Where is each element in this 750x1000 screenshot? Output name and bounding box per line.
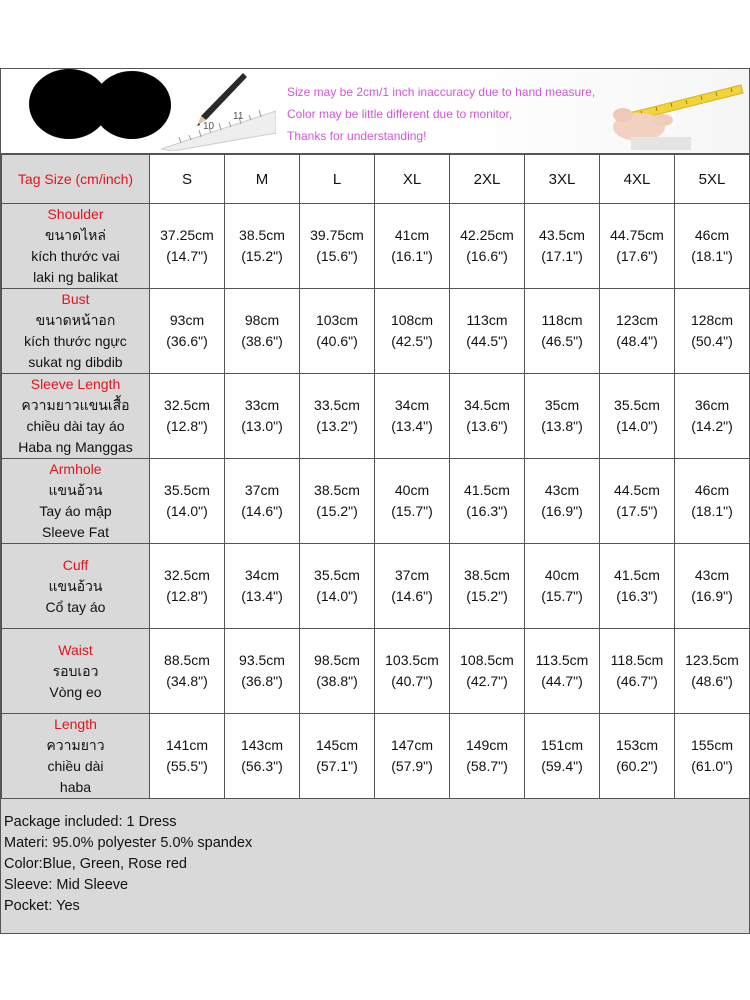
row-sub-thai: รอบเอว bbox=[52, 662, 99, 679]
table-cell bbox=[300, 459, 375, 544]
value-cm: 35.5cm bbox=[164, 482, 210, 498]
value-cm: 44.75cm bbox=[610, 227, 664, 243]
row-title: Cuff bbox=[62, 556, 89, 573]
value-cm: 35.5cm bbox=[614, 397, 660, 413]
value-inch: (61.0") bbox=[691, 758, 733, 774]
value-inch: (16.3") bbox=[616, 588, 658, 604]
size-table bbox=[1, 154, 750, 799]
table-cell bbox=[225, 714, 300, 799]
value-inch: (12.8") bbox=[166, 418, 208, 434]
info-pocket: Pocket: Yes bbox=[4, 898, 80, 914]
value-cm: 153cm bbox=[615, 737, 659, 753]
table-cell bbox=[375, 459, 450, 544]
info-sleeve: Sleeve: Mid Sleeve bbox=[4, 877, 129, 893]
table-cell bbox=[150, 544, 225, 629]
value-cm: 93cm bbox=[169, 312, 205, 328]
row-title: Waist bbox=[58, 641, 93, 658]
value-cm: 149cm bbox=[465, 737, 509, 753]
info-material: Materi: 95.0% polyester 5.0% spandex bbox=[4, 835, 253, 851]
ruler-number-10: 10 bbox=[203, 121, 215, 132]
value-cm: 103.5cm bbox=[385, 652, 439, 668]
table-cell bbox=[225, 544, 300, 629]
table-cell bbox=[225, 374, 300, 459]
value-cm: 147cm bbox=[390, 737, 434, 753]
table-cell bbox=[525, 544, 600, 629]
value-cm: 93.5cm bbox=[239, 652, 285, 668]
value-cm: 38.5cm bbox=[464, 567, 510, 583]
row-sub-thai: ขนาดไหล่ bbox=[45, 227, 106, 243]
value-inch: (60.2") bbox=[616, 758, 658, 774]
value-inch: (17.6") bbox=[616, 248, 658, 264]
value-cm: 35.5cm bbox=[314, 567, 360, 583]
table-cell bbox=[600, 204, 675, 289]
value-inch: (14.6") bbox=[241, 503, 283, 519]
table-row bbox=[2, 544, 750, 629]
table-cell bbox=[525, 374, 600, 459]
table-header-row bbox=[2, 155, 750, 204]
row-sub-filipino: haba bbox=[59, 779, 92, 795]
value-cm: 113cm bbox=[466, 312, 508, 328]
ruler-number-11: 11 bbox=[233, 111, 244, 122]
value-cm: 33.5cm bbox=[314, 397, 360, 413]
row-sub-filipino: sukat ng dibdib bbox=[28, 354, 123, 370]
value-inch: (38.8") bbox=[316, 673, 358, 689]
value-inch: (13.4") bbox=[391, 418, 433, 434]
value-cm: 44.5cm bbox=[614, 482, 660, 498]
value-inch: (44.7") bbox=[541, 673, 583, 689]
row-title: Bust bbox=[61, 291, 90, 307]
value-cm: 108.5cm bbox=[460, 652, 514, 668]
value-inch: (13.6") bbox=[466, 418, 508, 434]
table-row bbox=[2, 204, 750, 289]
value-cm: 151cm bbox=[540, 737, 584, 753]
row-label-bust bbox=[2, 289, 150, 374]
value-inch: (16.9") bbox=[691, 588, 733, 604]
tag-size-label: Tag Size (cm/inch) bbox=[2, 155, 150, 204]
value-cm: 42.25cm bbox=[460, 227, 514, 243]
header-banner bbox=[1, 69, 749, 154]
value-cm: 88.5cm bbox=[164, 652, 210, 668]
value-inch: (40.6") bbox=[316, 333, 358, 349]
row-title: Shoulder bbox=[47, 206, 104, 222]
table-cell bbox=[600, 289, 675, 374]
value-inch: (17.1") bbox=[541, 248, 583, 264]
table-cell bbox=[525, 629, 600, 714]
value-inch: (48.4") bbox=[616, 333, 658, 349]
table-cell bbox=[375, 629, 450, 714]
ruler-pencil-icon bbox=[151, 71, 276, 151]
table-cell bbox=[600, 544, 675, 629]
table-cell bbox=[525, 289, 600, 374]
value-cm: 40cm bbox=[544, 567, 580, 583]
row-sub-vietnamese: Vòng eo bbox=[49, 683, 102, 700]
table-row bbox=[2, 629, 750, 714]
value-inch: (15.2") bbox=[241, 248, 283, 264]
value-cm: 38.5cm bbox=[239, 227, 285, 243]
value-cm: 128cm bbox=[690, 312, 734, 328]
value-cm: 123cm bbox=[615, 312, 659, 328]
value-inch: (18.1") bbox=[691, 503, 733, 519]
row-sub-vietnamese: chiều dài bbox=[47, 758, 104, 774]
value-inch: (59.4") bbox=[541, 758, 583, 774]
value-cm: 43.5cm bbox=[539, 227, 585, 243]
value-inch: (16.9") bbox=[541, 503, 583, 519]
value-inch: (56.3") bbox=[241, 758, 283, 774]
row-sub-vietnamese: Tay áo mập bbox=[39, 503, 112, 519]
table-cell bbox=[225, 204, 300, 289]
value-inch: (14.0") bbox=[616, 418, 658, 434]
value-inch: (36.6") bbox=[166, 333, 208, 349]
value-cm: 123.5cm bbox=[685, 652, 739, 668]
table-cell bbox=[450, 204, 525, 289]
table-cell bbox=[225, 289, 300, 374]
row-label-cuff bbox=[2, 544, 150, 629]
value-cm: 98cm bbox=[244, 312, 280, 328]
row-title: Armhole bbox=[49, 461, 102, 477]
value-cm: 118.5cm bbox=[610, 652, 664, 668]
size-header-m: M bbox=[225, 155, 300, 204]
value-cm: 143cm bbox=[240, 737, 284, 753]
table-cell bbox=[150, 204, 225, 289]
value-inch: (44.5") bbox=[466, 333, 508, 349]
row-sub-thai: ความยาวแขนเสื้อ bbox=[21, 397, 130, 413]
value-inch: (18.1") bbox=[691, 248, 733, 264]
row-label-length bbox=[2, 714, 150, 799]
table-cell bbox=[225, 629, 300, 714]
table-cell bbox=[150, 629, 225, 714]
value-cm: 43cm bbox=[544, 482, 580, 498]
value-cm: 113.5cm bbox=[535, 652, 589, 668]
value-inch: (14.2") bbox=[691, 418, 733, 434]
table-cell bbox=[300, 374, 375, 459]
row-sub-vietnamese: chiều dài tay áo bbox=[26, 418, 125, 434]
value-inch: (15.2") bbox=[466, 588, 508, 604]
value-cm: 32.5cm bbox=[164, 397, 210, 413]
row-label-sleeve-length bbox=[2, 374, 150, 459]
value-inch: (58.7") bbox=[466, 758, 508, 774]
row-sub-vietnamese: kích thước ngực bbox=[24, 333, 127, 349]
value-inch: (14.7") bbox=[166, 248, 208, 264]
value-cm: 118cm bbox=[541, 312, 583, 328]
value-cm: 39.75cm bbox=[310, 227, 364, 243]
table-cell bbox=[300, 629, 375, 714]
table-cell bbox=[375, 289, 450, 374]
value-inch: (12.8") bbox=[166, 588, 208, 604]
value-inch: (13.4") bbox=[241, 588, 283, 604]
table-cell bbox=[450, 544, 525, 629]
value-inch: (48.6") bbox=[691, 673, 733, 689]
table-cell bbox=[450, 714, 525, 799]
table-cell bbox=[600, 629, 675, 714]
table-cell bbox=[675, 544, 750, 629]
table-cell bbox=[150, 374, 225, 459]
table-cell bbox=[300, 714, 375, 799]
table-cell bbox=[525, 459, 600, 544]
value-cm: 37.25cm bbox=[160, 227, 214, 243]
value-inch: (14.0") bbox=[316, 588, 358, 604]
value-inch: (16.6") bbox=[466, 248, 508, 264]
value-inch: (50.4") bbox=[691, 333, 733, 349]
table-cell bbox=[675, 714, 750, 799]
value-inch: (14.6") bbox=[391, 588, 433, 604]
value-cm: 141cm bbox=[165, 737, 209, 753]
value-inch: (38.6") bbox=[241, 333, 283, 349]
hand-tape-measure-icon bbox=[601, 75, 746, 150]
value-inch: (57.1") bbox=[316, 758, 358, 774]
value-cm: 40cm bbox=[394, 482, 430, 498]
row-title: Length bbox=[54, 716, 97, 732]
value-inch: (46.7") bbox=[616, 673, 658, 689]
value-cm: 38.5cm bbox=[314, 482, 360, 498]
value-cm: 36cm bbox=[694, 397, 730, 413]
row-title: Sleeve Length bbox=[30, 376, 121, 392]
row-sub-thai: แขนอ้วน bbox=[48, 482, 103, 498]
value-inch: (55.5") bbox=[166, 758, 208, 774]
value-inch: (15.7") bbox=[391, 503, 433, 519]
value-cm: 34.5cm bbox=[464, 397, 510, 413]
row-label-shoulder bbox=[2, 204, 150, 289]
note-line-1: Size may be 2cm/1 inch inaccuracy due to hand measure, bbox=[287, 85, 596, 99]
value-inch: (16.3") bbox=[466, 503, 508, 519]
value-cm: 34cm bbox=[394, 397, 430, 413]
table-cell bbox=[375, 544, 450, 629]
table-cell bbox=[525, 204, 600, 289]
row-sub-english: Sleeve Fat bbox=[42, 524, 109, 540]
size-header-xl: XL bbox=[375, 155, 450, 204]
value-inch: (42.7") bbox=[466, 673, 508, 689]
table-row bbox=[2, 289, 750, 374]
row-sub-thai: ความยาว bbox=[46, 737, 105, 753]
size-header-5xl: 5XL bbox=[675, 155, 750, 204]
value-cm: 37cm bbox=[244, 482, 280, 498]
table-cell bbox=[300, 204, 375, 289]
info-color: Color:Blue, Green, Rose red bbox=[4, 856, 187, 872]
value-inch: (36.8") bbox=[241, 673, 283, 689]
product-info-panel bbox=[1, 798, 749, 933]
table-cell bbox=[150, 714, 225, 799]
row-label-armhole bbox=[2, 459, 150, 544]
value-cm: 46cm bbox=[694, 227, 730, 243]
row-sub-thai: ขนาดหน้าอก bbox=[35, 312, 116, 328]
table-cell bbox=[675, 289, 750, 374]
value-inch: (34.8") bbox=[166, 673, 208, 689]
row-sub-thai: แขนอ้วน bbox=[48, 577, 103, 594]
table-cell bbox=[450, 289, 525, 374]
value-inch: (57.9") bbox=[391, 758, 433, 774]
value-inch: (15.2") bbox=[316, 503, 358, 519]
table-cell bbox=[375, 374, 450, 459]
value-cm: 41.5cm bbox=[614, 567, 660, 583]
table-row bbox=[2, 714, 750, 799]
value-cm: 155cm bbox=[690, 737, 734, 753]
table-cell bbox=[600, 459, 675, 544]
table-cell bbox=[300, 544, 375, 629]
table-cell bbox=[150, 289, 225, 374]
value-inch: (42.5") bbox=[391, 333, 433, 349]
table-cell bbox=[675, 204, 750, 289]
table-cell bbox=[450, 374, 525, 459]
value-inch: (46.5") bbox=[541, 333, 583, 349]
table-cell bbox=[600, 714, 675, 799]
table-cell bbox=[675, 629, 750, 714]
value-inch: (15.7") bbox=[541, 588, 583, 604]
table-cell bbox=[300, 289, 375, 374]
row-sub-filipino: laki ng balikat bbox=[33, 269, 118, 285]
size-header-3xl: 3XL bbox=[525, 155, 600, 204]
value-cm: 35cm bbox=[544, 397, 580, 413]
info-package: Package included: 1 Dress bbox=[4, 814, 177, 830]
size-chart-sheet bbox=[0, 68, 750, 934]
size-header-l: L bbox=[300, 155, 375, 204]
table-cell bbox=[600, 374, 675, 459]
table-cell bbox=[450, 629, 525, 714]
value-inch: (14.0") bbox=[166, 503, 208, 519]
row-sub-filipino: Haba ng Manggas bbox=[18, 439, 133, 455]
value-inch: (13.8") bbox=[541, 418, 583, 434]
value-inch: (40.7") bbox=[391, 673, 433, 689]
value-inch: (15.6") bbox=[316, 248, 358, 264]
value-cm: 37cm bbox=[394, 567, 430, 583]
size-header-2xl: 2XL bbox=[450, 155, 525, 204]
value-inch: (13.2") bbox=[316, 418, 358, 434]
row-sub-vietnamese: kích thước vai bbox=[31, 248, 120, 264]
value-cm: 108cm bbox=[390, 312, 434, 328]
table-cell bbox=[375, 714, 450, 799]
value-cm: 32.5cm bbox=[164, 567, 210, 583]
table-cell bbox=[150, 459, 225, 544]
table-row bbox=[2, 374, 750, 459]
value-cm: 43cm bbox=[694, 567, 730, 583]
value-cm: 41.5cm bbox=[464, 482, 510, 498]
note-line-2: Color may be little different due to monitor, bbox=[287, 107, 513, 121]
value-inch: (16.1") bbox=[391, 248, 433, 264]
value-cm: 46cm bbox=[694, 482, 730, 498]
table-cell bbox=[450, 459, 525, 544]
size-header-s: S bbox=[150, 155, 225, 204]
value-cm: 33cm bbox=[244, 397, 280, 413]
table-row bbox=[2, 459, 750, 544]
value-inch: (17.5") bbox=[616, 503, 658, 519]
table-cell bbox=[525, 714, 600, 799]
value-cm: 41cm bbox=[394, 227, 430, 243]
table-cell bbox=[675, 374, 750, 459]
value-cm: 103cm bbox=[315, 312, 359, 328]
table-cell bbox=[675, 459, 750, 544]
value-cm: 98.5cm bbox=[314, 652, 360, 668]
value-inch: (13.0") bbox=[241, 418, 283, 434]
row-label-waist bbox=[2, 629, 150, 714]
measurement-notes bbox=[287, 81, 595, 147]
table-cell bbox=[375, 204, 450, 289]
row-sub-vietnamese: Cổ tay áo bbox=[45, 598, 106, 615]
size-header-4xl: 4XL bbox=[600, 155, 675, 204]
value-cm: 145cm bbox=[315, 737, 359, 753]
value-cm: 34cm bbox=[244, 567, 280, 583]
note-line-3: Thanks for understanding! bbox=[287, 129, 427, 143]
table-cell bbox=[225, 459, 300, 544]
